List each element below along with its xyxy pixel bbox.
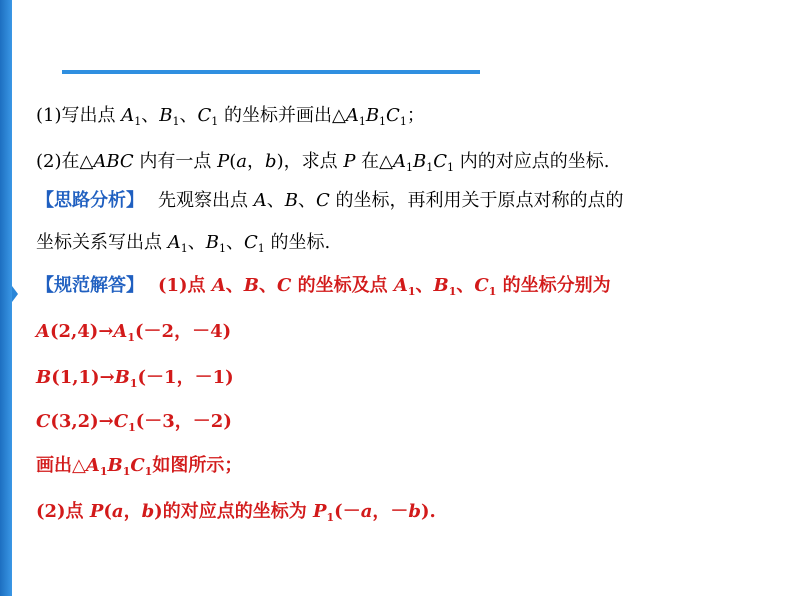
solution-intro: 【规范解答】 (1)点 A、B、C 的坐标及点 $A_1$、$B_1$、$C_1$ 的坐标分别为 bbox=[36, 275, 611, 298]
map-b: $B(1,1)\to B_1(-1$，－1) bbox=[36, 367, 234, 390]
analysis-line-1: 【思路分析】 先观察出点 A、B、C 的坐标，再利用关于原点对称的点的 bbox=[36, 190, 624, 211]
solution-label: 【规范解答】 bbox=[36, 275, 144, 296]
left-bar-tab bbox=[12, 286, 18, 302]
draw-note: 画出$\triangle A_1B_1C_1$如图所示； bbox=[36, 455, 243, 478]
map-c: $C(3,2)\to C_1(-3$，－2) bbox=[36, 411, 232, 434]
analysis-line-2: 坐标关系写出点 $A_1$、$B_1$、$C_1$ 的坐标. bbox=[36, 232, 331, 255]
map-a: $A(2,4)\to A_1(-2$，－4) bbox=[36, 321, 232, 344]
title-divider bbox=[62, 70, 480, 74]
left-accent-bar bbox=[0, 0, 12, 596]
part2-answer: (2)点 P(a，b)的对应点的坐标为 $P_1(-a$，－b). bbox=[36, 501, 436, 524]
question-1: (1)写出点 $A_1$、$B_1$、$C_1$ 的坐标并画出$\triangle A_1B_1C_1$； bbox=[36, 105, 425, 128]
question-2: (2)在△ABC 内有一点 P(a，b)，求点 P 在$\triangle A_1B_1C_1$ 内的对应点的坐标. bbox=[36, 151, 610, 174]
analysis-label: 【思路分析】 bbox=[36, 190, 144, 211]
